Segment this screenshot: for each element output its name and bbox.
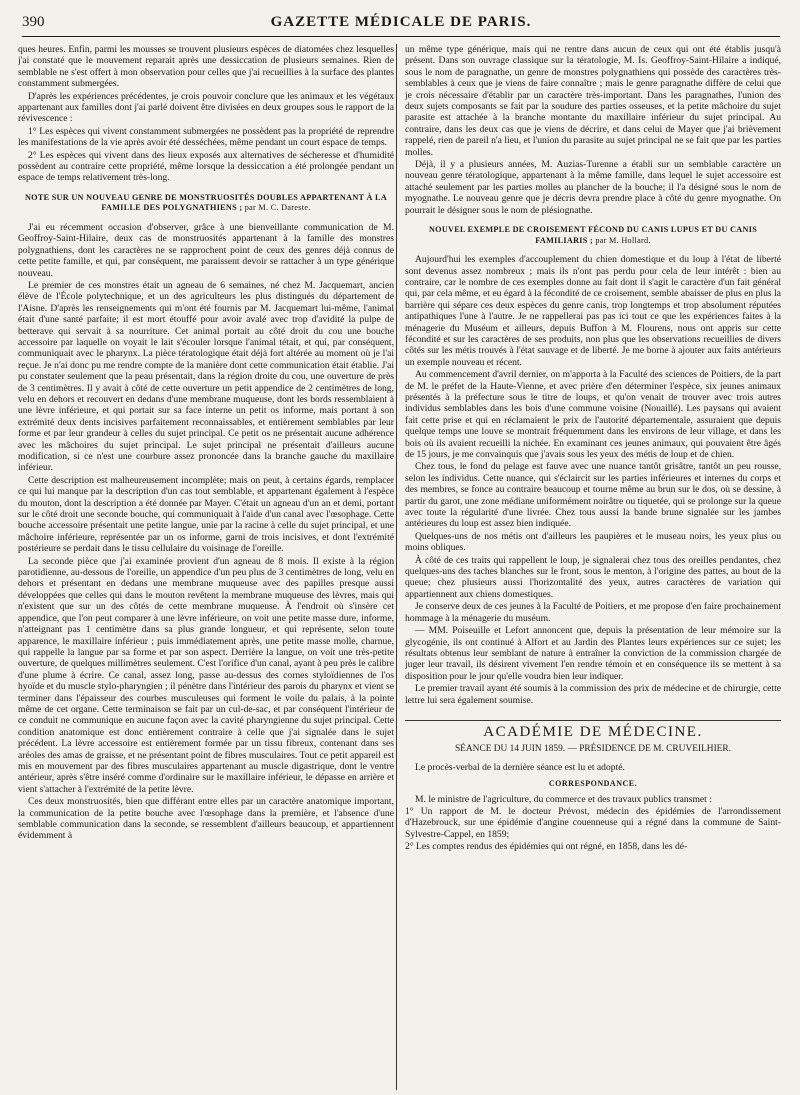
journal-title: GAZETTE MÉDICALE DE PARIS. xyxy=(270,14,532,30)
academy-heading: ACADÉMIE DE MÉDECINE. xyxy=(405,720,781,738)
list-item: 2° Les comptes rendus des épidémies qui ont régné, en 1858, dans les dé- xyxy=(405,841,688,853)
paragraph: Au commencement d'avril dernier, on m'apporta à la Faculté des sciences de Poitiers, de la part de M. le préfet de la Haute-Vienne, et avec prière d'en déterminer l'espèce, six jeunes animaux présentés à la préfecture sous le titre de loups, et qu'on venait de trouver avec trois autres individus semblables dans les bois d'une commune voisine (Nouaillé). Les paysans qui avaient fait cette prise et qui en réclamaient le prix de l'autorité départementale, assuraient que depuis quelque temps une louve se montrait fréquemment dans les environs de leur village, et dans les bois où ils avaient recueilli la nichée. En examinant ces jeunes animaux, qui pouvaient être âgés de 15 jours, je me convainquis que j'avais sous les yeux des métis de loup et de chien. xyxy=(405,369,781,460)
paragraph: Chez tous, le fond du pelage est fauve avec une nuance tantôt grisâtre, tantôt un peu rousse, selon les individus. Cette nuance, qui s'éclaircit sur les parties inférieures et internes du corps et des membres, se fonce au contraire beaucoup et tourne même au brun sur le dos, où se dessine, à partir du garot, une zone médiane uniformément noirâtre ou tiquetée, qui se prolonge sur la queue avec toute la régularité d'une livrée. Chez tous aussi la bande brune signalée sur les jambes antérieures du loup est assez bien indiquée. xyxy=(405,461,781,530)
page-number: 390 xyxy=(22,14,45,30)
paragraph: — MM. Poiseuille et Lefort annoncent que, depuis la présentation de leur mémoire sur la glycogénie, ils ont continué à Alfort et au Jardin des Plantes leurs expériences sur ce sujet; les résultats obtenus leur semblant de nature à entraîner la conviction de la commission chargée de juger leur travail, ils désirent vivement l'en rendre témoin et en conséquence ils se mettent à sa disposition pour le jour qu'elle voudra bien leur indiquer. xyxy=(405,625,781,682)
paragraph: Déjà, il y a plusieurs années, M. Auzias-Turenne a établi sur un semblable caractère un nouveau genre tératologique, appartenant à la même famille, dans lequel le sujet accessoire est attaché seulement par les parties molles au plancher de la bouche; il l'a désigné sous le nom de myognathe. Le nouveau genre que je décris devra prendre place à côté du genre myognathe. On pourrait le désigner sous le nom de plésiognathe. xyxy=(405,159,781,216)
article-title xyxy=(405,225,781,246)
paragraph: 1° Les espèces qui vivent constamment submergées ne possèdent pas la propriété de reprendre les manifestations de la vie après avoir été desséchées, même pendant un court espace de temps. xyxy=(18,125,394,149)
article-title xyxy=(18,193,394,214)
paragraph: Le premier de ces monstres était un agneau de 6 semaines, né chez M. Jacquemart, ancien élève de l'École polytechnique, et un des agriculteurs les plus distingués du département de l'Aisne. D'après les renseignements qui m'ont été fournis par M. Jacquemart lui-même, l'animal était d'une santé parfaite; il est mort étouffé pour avoir avalé avec trop d'avidité la pulpe de betterave qui servait à sa nourriture. Cet animal portait au côté droit du cou une bouche accessoire par laquelle on voyait le lait s'écouler lorsque l'animal tétait, et qui, par conséquent, communiquait avec le pharynx. La pièce tératologique était déjà fort altérée au moment où je l'ai reçue. Je n'ai donc pu me rendre compte de la manière dont cette communication était établie. J'ai pu constater seulement que la peau présentait, dans la région droite du cou, une ouverture de près de 3 centimètres. Il y avait à côté de cette ouverture un petit appendice de 2 centimètres de long, velu en dehors et recouvert en dedans d'une membrane muqueuse, dont les bords ressemblaient à une lèvre inférieure, et qui portait sur sa face interne un petit os informe, mais portant à son extrémité deux dents incisives parfaitement reconnaissables, et entièrement semblables par leur forme et par leur grandeur à celles du sujet principal. Ce petit os ne présentait aucune adhérence avec les mâchoires du sujet principal. Le sujet principal ne présentait d'ailleurs aucune modification, si ce n'est une courbure assez prononcée dans la branche gauche du maxillaire inférieur. xyxy=(18,279,394,474)
page-header xyxy=(22,14,780,37)
seance-line: SÉANCE DU 14 JUIN 1859. — PRÉSIDENCE DE M. CRUVEILHIER. xyxy=(454,744,732,755)
paragraph: D'après les expériences précédentes, je crois pouvoir conclure que les animaux et les végétaux appartenant aux familles dont j'ai parlé doivent être divisées en deux groupes sous le rapport de la révivescence : xyxy=(18,90,394,125)
paragraph: 2° Les espèces qui vivent dans des lieux exposés aux alternatives de sécheresse et d'humidité possèdent au contraire cette propriété, même lorsque la dessiccation a été prolongée pendant un espace de temps relativement très-long. xyxy=(18,149,394,184)
paragraph: ques heures. Enfin, parmi les mousses se trouvent plusieurs espèces de diatomées chez lesquelles j'ai constaté que le mouvement reparait après une dessiccation de plusieurs semaines. Rien de semblable ne s'est offert à mon observation pour celles que j'ai recueillies à la surface des plantes constamment submergées. xyxy=(18,44,394,90)
paragraph: un même type générique, mais qui ne rentre dans aucun de ceux qui ont été établis jusqu'à présent. Dans son ouvrage classique sur la tératologie, M. Is. Geoffroy-Saint-Hilaire a indiqué, sous le nom de paragnathe, un genre de monstres polygnathiens qui possède des caractères très-semblables à ceux que je viens de faire connaître ; mais le genre paragnathe diffère de celui que je crois nécessaire d'établir par un caractère très-important. Dans les paragnathes, l'union des deux sujets composants se fait par la soudure des parties osseuses, et la petite mâchoire du sujet parasite est attachée à la branche montante du maxillaire inférieur du sujet principal. Au contraire, dans les deux cas que je viens de décrire, et dans celui de Mayer que j'ai brièvement rappelé, rien de pareil n'a lieu, et l'union du parasite au sujet principal ne se fait que par les parties molles. xyxy=(405,44,781,158)
paragraph: Quelques-uns de nos métis ont d'ailleurs les paupières et le museau noirs, les yeux plus ou moins obliques. xyxy=(405,530,781,554)
paragraph: Le premier travail ayant été soumis à la commission des prix de médecine et de chirurgie, cette lettre lui sera également soumise. xyxy=(405,683,781,706)
list-item: 1° Un rapport de M. le docteur Prévost, médecin des épidémies de l'arrondissement d'Hazebrouck, sur une épidémie d'angine couenneuse qui a régné dans la commune de Saint-Sylvestre-Cappel, en 1859; xyxy=(405,805,781,840)
correspondance-heading: CORRESPONDANCE. xyxy=(548,779,638,789)
right-column xyxy=(405,44,781,1090)
left-column xyxy=(18,44,394,1090)
article-title-text: NOTE SUR UN NOUVEAU GENRE DE MONSTRUOSITÉS DOUBLES APPARTENANT À LA FAMILLE DES POLYGNATHIENS ; xyxy=(24,192,388,213)
paragraph: Je conserve deux de ces jeunes à la Faculté de Poitiers, et me propose d'en faire prochainement hommage à la ménagerie du muséum. xyxy=(405,601,781,624)
paragraph: La seconde pièce que j'ai examinée provient d'un agneau de 8 mois. Il existe à la région parotidienne, au-dessous de l'oreille, un appendice d'un peu plus de 3 centimètres de long, velu en dehors et présentant en dedans une membrane muqueuse avec des papilles presque aussi développées que celles qui dans le mouton revêtent la membrane muqueuse des lèvres, mais qui n'existent que sur un des côtés de cette membrane muqueuse. À l'endroit où s'insère cet appendice, que l'on peut comparer à une lèvre inférieure, on voit une petite masse dure, informe, n'atteignant pas 1 centimètre dans sa plus grande longueur, et qui représente, selon toute apparence, le maxillaire inférieur ; puis immédiatement après, une petite masse molle, charnue, qui rappelle la langue par sa forme et par son aspect. Derrière la langue, on voit une très-petite ouverture, de quelques millimètres seulement. C'est l'orifice d'un canal, ayant à peu près le calibre d'une plume à écrire. Ce canal, assez long, passe au-dessus des cornes styloïdiennes de l'os hyoïde et du muscle stylo-pharyngien ; il pénètre dans l'intérieur des parois du pharynx et vient se terminer dans l'épaisseur des courbes musculeuses qui forment le voile du palais, à la pointe même de cet organe. Cette terminaison se fait par un cul-de-sac, et par conséquent l'intérieur de ce conduit ne communique en aucune façon avec la cavité pharyngienne du sujet principal. Cette condition anatomique est donc entièrement contraire à celle que j'ai signalée dans le sujet précédent. La lèvre accessoire est entièrement formée par un tissu fibreux, contenant dans ses aréoles des amas de graisse, et ne présentant point de fibres musculaires. Tout ce petit appareil est mis en mouvement par des fibres musculaires appartenant au muscle digastrique, dont le ventre antérieur, après s'être inséré comme d'ordinaire sur le maxillaire inférieur, le dépasse en arrière et vient s'attacher à l'extrémité de la petite lèvre. xyxy=(18,555,394,795)
article-author: par M. Hollard. xyxy=(595,235,651,245)
paragraph: M. le ministre de l'agriculture, du commerce et des travaux publics transmet : xyxy=(415,793,712,805)
article-author: par M. C. Dareste. xyxy=(244,203,311,213)
paragraph: J'ai eu récemment occasion d'observer, grâce à une bienveillante communication de M. Geoffroy-Saint-Hilaire, deux cas de monstruosités appartenant à la famille des monstres polygnathiens, dont les caractères ne se rapprochent point de ceux des genres déjà connus de cette petite famille, et qui, par conséquent, me paraissent devoir se rattacher à un type générique nouveau. xyxy=(18,221,394,279)
paragraph: Ces deux monstruosités, bien que différant entre elles par un caractère anatomique important, la communication de la petite bouche avec l'œsophage dans la première, et l'absence d'une semblable communication dans la seconde, se ressemblent d'ailleurs beaucoup, et appartiennent évidemment à xyxy=(18,796,394,842)
paragraph: Cette description est malheureusement incomplète; mais on peut, à certains égards, remplacer ce qui lui manque par la description d'un cas tout semblable, et appartenant également à l'espèce du mouton, dont la description a été donnée par Mayer. C'était un agneau d'un an et demi, portant sur le côté droit une seconde bouche, qui communiquait à l'aide d'un canal avec l'œsophage. Cette bouche accessoire présentait une petite langue, unie par la racine à celle du sujet principal, et une mâchoire inférieure, représentée par un os informe, garni de trois incisives, et dont l'extrémité postérieure se perdait dans le tissu cellulaire du voisinage de l'oreille. xyxy=(18,474,394,555)
paragraph: Aujourd'hui les exemples d'accouplement du chien domestique et du loup à l'état de liberté sont devenus assez nombreux ; mais ils n'ont pas perdu pour cela de leur intérêt : bien au contraire, car le nombre de ces exemples donne au fait dont il s'agit le caractère d'un fait général qui, par cela même, et eu égard à la fécondité de ce croisement, semble abaisser de plus en plus la barrière qui sépare ces deux espèces du genre canis, trop longtemps et trop absolument réputées antipathiques l'une à l'autre. Je ne rappellerai pas pas ici tout ce que les expériences faites à la ménagerie du Muséum et ailleurs, depuis Buffon à M. Flourens, nous ont appris sur cette fécondité et sur les caractères de ses produits, non plus que les observations recueillies de divers côtés sur les métis trouvés à l'état sauvage et de liberté. Je me borne à ajouter aux faits antérieurs un exemple nouveau et récent. xyxy=(405,254,781,368)
paragraph: Le procès-verbal de la dernière séance est lu et adopté. xyxy=(415,761,625,773)
article-title-text: NOUVEL EXEMPLE DE CROISEMENT FÉCOND DU CANIS LUPUS ET DU CANIS FAMILIARIS ; xyxy=(428,225,758,245)
paragraph: À côté de ces traits qui rappellent le loup, je signalerai chez tous des oreilles pendantes, chez quelques-uns des taches blanches sur le front, sous le menton, à l'origine des pattes, au bout de la queue; chez plusieurs aussi l'horizontalité des yeux, autres caractères de variation qui appartiennent aux chiens domestiques. xyxy=(405,554,781,600)
column-divider xyxy=(396,44,397,1090)
